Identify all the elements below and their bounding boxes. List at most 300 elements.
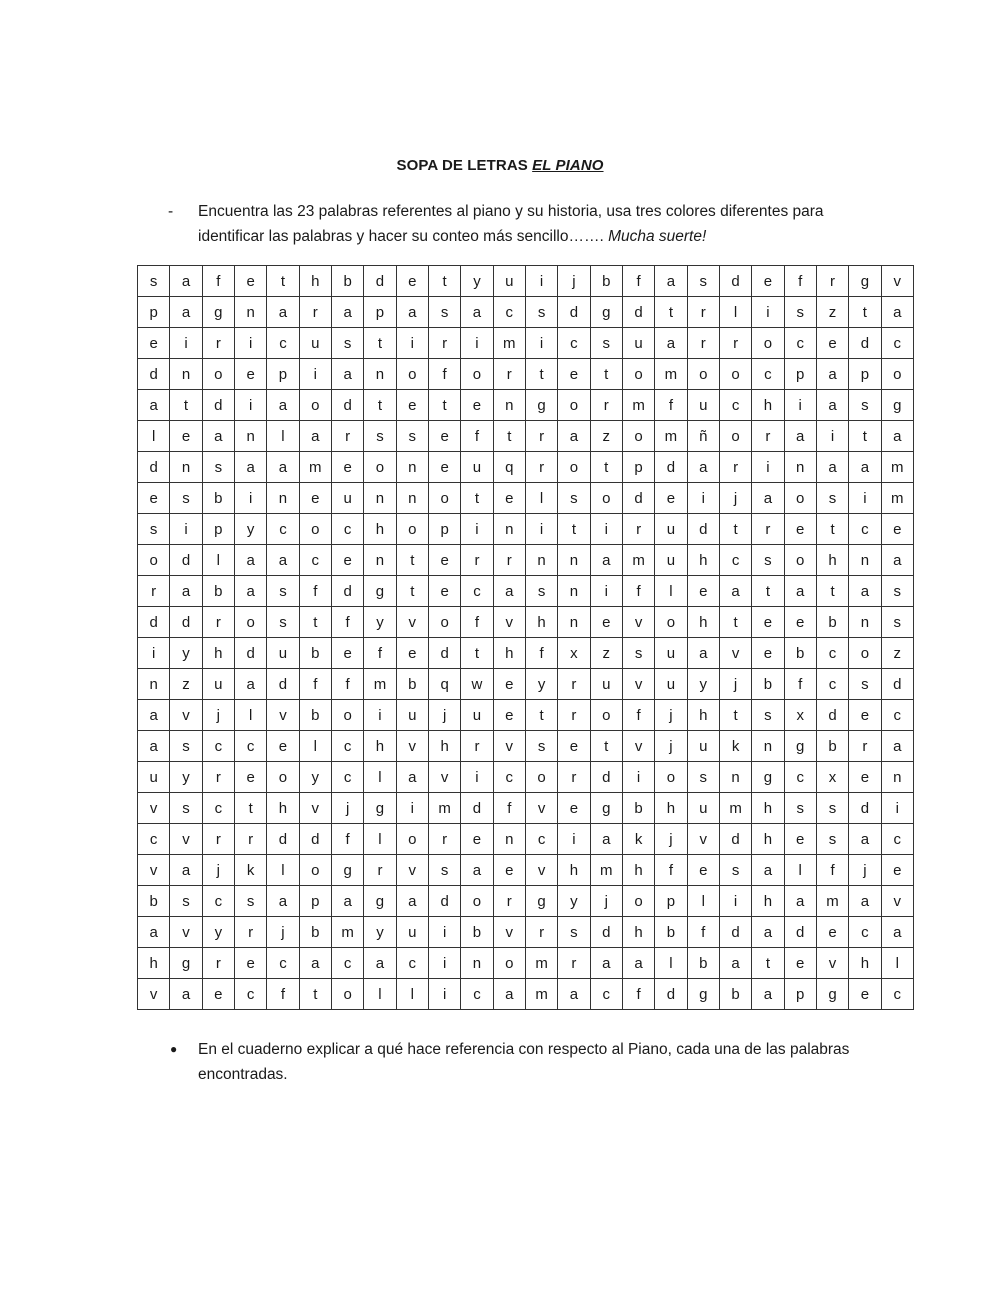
grid-cell[interactable]: s bbox=[719, 855, 751, 886]
grid-cell[interactable]: d bbox=[267, 669, 299, 700]
grid-cell[interactable]: r bbox=[428, 328, 460, 359]
grid-cell[interactable]: m bbox=[719, 793, 751, 824]
grid-cell[interactable]: g bbox=[849, 266, 881, 297]
grid-cell[interactable]: r bbox=[428, 824, 460, 855]
grid-cell[interactable]: v bbox=[138, 979, 170, 1010]
grid-cell[interactable]: r bbox=[849, 731, 881, 762]
grid-cell[interactable]: h bbox=[752, 390, 784, 421]
grid-cell[interactable]: c bbox=[202, 886, 234, 917]
grid-cell[interactable]: a bbox=[849, 452, 881, 483]
grid-cell[interactable]: o bbox=[234, 607, 266, 638]
grid-cell[interactable]: t bbox=[396, 576, 428, 607]
grid-cell[interactable]: m bbox=[622, 545, 654, 576]
grid-cell[interactable]: n bbox=[493, 824, 525, 855]
grid-cell[interactable]: n bbox=[267, 483, 299, 514]
grid-cell[interactable]: u bbox=[461, 700, 493, 731]
grid-cell[interactable]: e bbox=[881, 855, 913, 886]
grid-cell[interactable]: i bbox=[816, 421, 848, 452]
grid-cell[interactable]: z bbox=[816, 297, 848, 328]
grid-cell[interactable]: o bbox=[558, 390, 590, 421]
grid-cell[interactable]: o bbox=[719, 359, 751, 390]
grid-cell[interactable]: g bbox=[331, 855, 363, 886]
grid-cell[interactable]: e bbox=[558, 731, 590, 762]
grid-cell[interactable]: i bbox=[396, 793, 428, 824]
grid-cell[interactable]: t bbox=[558, 514, 590, 545]
grid-cell[interactable]: i bbox=[752, 297, 784, 328]
grid-cell[interactable]: a bbox=[234, 545, 266, 576]
grid-cell[interactable]: l bbox=[525, 483, 557, 514]
grid-cell[interactable]: a bbox=[881, 731, 913, 762]
grid-cell[interactable]: v bbox=[622, 669, 654, 700]
grid-cell[interactable]: v bbox=[428, 762, 460, 793]
grid-cell[interactable]: s bbox=[138, 514, 170, 545]
grid-cell[interactable]: s bbox=[849, 669, 881, 700]
grid-cell[interactable]: c bbox=[267, 514, 299, 545]
grid-cell[interactable]: p bbox=[784, 979, 816, 1010]
grid-cell[interactable]: h bbox=[525, 607, 557, 638]
grid-cell[interactable]: z bbox=[881, 638, 913, 669]
grid-cell[interactable]: t bbox=[299, 979, 331, 1010]
grid-cell[interactable]: p bbox=[784, 359, 816, 390]
grid-cell[interactable]: t bbox=[590, 359, 622, 390]
grid-cell[interactable]: b bbox=[752, 669, 784, 700]
grid-cell[interactable]: u bbox=[590, 669, 622, 700]
grid-cell[interactable]: n bbox=[493, 514, 525, 545]
grid-cell[interactable]: s bbox=[590, 328, 622, 359]
grid-cell[interactable]: x bbox=[784, 700, 816, 731]
grid-cell[interactable]: q bbox=[428, 669, 460, 700]
grid-cell[interactable]: e bbox=[784, 824, 816, 855]
grid-cell[interactable]: g bbox=[816, 979, 848, 1010]
grid-cell[interactable]: b bbox=[461, 917, 493, 948]
grid-cell[interactable]: f bbox=[816, 855, 848, 886]
grid-cell[interactable]: b bbox=[784, 638, 816, 669]
grid-cell[interactable]: l bbox=[364, 979, 396, 1010]
grid-cell[interactable]: s bbox=[267, 576, 299, 607]
grid-cell[interactable]: f bbox=[364, 638, 396, 669]
grid-cell[interactable]: d bbox=[719, 917, 751, 948]
grid-cell[interactable]: h bbox=[267, 793, 299, 824]
grid-cell[interactable]: s bbox=[138, 266, 170, 297]
grid-cell[interactable]: l bbox=[719, 297, 751, 328]
grid-cell[interactable]: d bbox=[138, 359, 170, 390]
grid-cell[interactable]: f bbox=[784, 266, 816, 297]
grid-cell[interactable]: t bbox=[719, 700, 751, 731]
grid-cell[interactable]: s bbox=[525, 576, 557, 607]
grid-cell[interactable]: v bbox=[525, 793, 557, 824]
grid-cell[interactable]: d bbox=[719, 824, 751, 855]
grid-cell[interactable]: n bbox=[234, 297, 266, 328]
grid-cell[interactable]: v bbox=[525, 855, 557, 886]
grid-cell[interactable]: d bbox=[138, 452, 170, 483]
grid-cell[interactable]: h bbox=[687, 700, 719, 731]
grid-cell[interactable]: i bbox=[170, 514, 202, 545]
grid-cell[interactable]: f bbox=[622, 979, 654, 1010]
grid-cell[interactable]: s bbox=[816, 483, 848, 514]
grid-cell[interactable]: y bbox=[202, 917, 234, 948]
grid-cell[interactable]: m bbox=[525, 979, 557, 1010]
grid-cell[interactable]: u bbox=[493, 266, 525, 297]
grid-cell[interactable]: e bbox=[138, 328, 170, 359]
grid-cell[interactable]: c bbox=[752, 359, 784, 390]
grid-cell[interactable]: m bbox=[590, 855, 622, 886]
grid-cell[interactable]: e bbox=[234, 762, 266, 793]
grid-cell[interactable]: h bbox=[687, 607, 719, 638]
grid-cell[interactable]: e bbox=[299, 483, 331, 514]
grid-cell[interactable]: e bbox=[849, 762, 881, 793]
grid-cell[interactable]: a bbox=[558, 421, 590, 452]
grid-cell[interactable]: i bbox=[234, 328, 266, 359]
grid-cell[interactable]: p bbox=[267, 359, 299, 390]
grid-cell[interactable]: s bbox=[525, 731, 557, 762]
grid-cell[interactable]: c bbox=[331, 514, 363, 545]
grid-cell[interactable]: j bbox=[655, 731, 687, 762]
grid-cell[interactable]: c bbox=[331, 762, 363, 793]
grid-cell[interactable]: o bbox=[331, 979, 363, 1010]
grid-cell[interactable]: z bbox=[170, 669, 202, 700]
grid-cell[interactable]: o bbox=[428, 483, 460, 514]
grid-cell[interactable]: a bbox=[234, 452, 266, 483]
grid-cell[interactable]: f bbox=[331, 607, 363, 638]
grid-cell[interactable]: r bbox=[816, 266, 848, 297]
grid-cell[interactable]: r bbox=[461, 545, 493, 576]
grid-cell[interactable]: n bbox=[719, 762, 751, 793]
grid-cell[interactable]: o bbox=[138, 545, 170, 576]
grid-cell[interactable]: o bbox=[590, 483, 622, 514]
grid-cell[interactable]: d bbox=[331, 576, 363, 607]
grid-cell[interactable]: s bbox=[331, 328, 363, 359]
grid-cell[interactable]: e bbox=[428, 576, 460, 607]
grid-cell[interactable]: s bbox=[816, 793, 848, 824]
grid-cell[interactable]: c bbox=[784, 762, 816, 793]
grid-cell[interactable]: g bbox=[202, 297, 234, 328]
grid-cell[interactable]: d bbox=[299, 824, 331, 855]
grid-cell[interactable]: a bbox=[784, 576, 816, 607]
grid-cell[interactable]: v bbox=[138, 855, 170, 886]
grid-cell[interactable]: t bbox=[170, 390, 202, 421]
grid-cell[interactable]: p bbox=[299, 886, 331, 917]
grid-cell[interactable]: u bbox=[687, 390, 719, 421]
grid-cell[interactable]: i bbox=[170, 328, 202, 359]
grid-cell[interactable]: a bbox=[687, 452, 719, 483]
grid-cell[interactable]: d bbox=[461, 793, 493, 824]
grid-cell[interactable]: o bbox=[299, 855, 331, 886]
grid-cell[interactable]: c bbox=[590, 979, 622, 1010]
grid-cell[interactable]: b bbox=[299, 638, 331, 669]
grid-cell[interactable]: s bbox=[428, 297, 460, 328]
grid-cell[interactable]: c bbox=[849, 514, 881, 545]
grid-cell[interactable]: w bbox=[461, 669, 493, 700]
grid-cell[interactable]: a bbox=[234, 576, 266, 607]
grid-cell[interactable]: p bbox=[428, 514, 460, 545]
grid-cell[interactable]: x bbox=[558, 638, 590, 669]
grid-cell[interactable]: g bbox=[881, 390, 913, 421]
grid-cell[interactable]: i bbox=[849, 483, 881, 514]
grid-cell[interactable]: d bbox=[170, 607, 202, 638]
grid-cell[interactable]: r bbox=[202, 328, 234, 359]
grid-cell[interactable]: e bbox=[396, 390, 428, 421]
grid-cell[interactable]: f bbox=[461, 421, 493, 452]
grid-cell[interactable]: h bbox=[816, 545, 848, 576]
grid-cell[interactable]: m bbox=[881, 483, 913, 514]
grid-cell[interactable]: o bbox=[525, 762, 557, 793]
grid-cell[interactable]: m bbox=[428, 793, 460, 824]
grid-cell[interactable]: i bbox=[525, 514, 557, 545]
grid-cell[interactable]: c bbox=[719, 390, 751, 421]
grid-cell[interactable]: s bbox=[170, 483, 202, 514]
grid-cell[interactable]: a bbox=[170, 266, 202, 297]
grid-cell[interactable]: m bbox=[331, 917, 363, 948]
grid-cell[interactable]: s bbox=[849, 390, 881, 421]
grid-cell[interactable]: l bbox=[267, 855, 299, 886]
grid-cell[interactable]: m bbox=[816, 886, 848, 917]
grid-cell[interactable]: a bbox=[331, 297, 363, 328]
grid-cell[interactable]: e bbox=[752, 266, 784, 297]
grid-cell[interactable]: j bbox=[267, 917, 299, 948]
grid-cell[interactable]: d bbox=[267, 824, 299, 855]
grid-cell[interactable]: f bbox=[784, 669, 816, 700]
grid-cell[interactable]: o bbox=[784, 483, 816, 514]
grid-cell[interactable]: e bbox=[461, 824, 493, 855]
grid-cell[interactable]: a bbox=[752, 917, 784, 948]
grid-cell[interactable]: k bbox=[622, 824, 654, 855]
grid-cell[interactable]: s bbox=[558, 483, 590, 514]
grid-cell[interactable]: y bbox=[525, 669, 557, 700]
grid-cell[interactable]: j bbox=[655, 700, 687, 731]
grid-cell[interactable]: t bbox=[525, 359, 557, 390]
grid-cell[interactable]: a bbox=[590, 545, 622, 576]
grid-cell[interactable]: o bbox=[655, 607, 687, 638]
grid-cell[interactable]: s bbox=[816, 824, 848, 855]
grid-cell[interactable]: c bbox=[493, 297, 525, 328]
grid-cell[interactable]: g bbox=[590, 793, 622, 824]
grid-cell[interactable]: i bbox=[234, 483, 266, 514]
grid-cell[interactable]: o bbox=[299, 514, 331, 545]
grid-cell[interactable]: d bbox=[622, 297, 654, 328]
grid-cell[interactable]: r bbox=[331, 421, 363, 452]
grid-cell[interactable]: a bbox=[493, 576, 525, 607]
grid-cell[interactable]: t bbox=[816, 514, 848, 545]
grid-cell[interactable]: a bbox=[752, 483, 784, 514]
grid-cell[interactable]: c bbox=[558, 328, 590, 359]
grid-cell[interactable]: r bbox=[525, 452, 557, 483]
grid-cell[interactable]: h bbox=[687, 545, 719, 576]
grid-cell[interactable]: l bbox=[202, 545, 234, 576]
grid-cell[interactable]: v bbox=[493, 607, 525, 638]
grid-cell[interactable]: e bbox=[202, 979, 234, 1010]
grid-cell[interactable]: s bbox=[784, 793, 816, 824]
grid-cell[interactable]: r bbox=[558, 700, 590, 731]
grid-cell[interactable]: f bbox=[655, 855, 687, 886]
grid-cell[interactable]: v bbox=[170, 700, 202, 731]
grid-cell[interactable]: d bbox=[558, 297, 590, 328]
grid-cell[interactable]: n bbox=[364, 483, 396, 514]
grid-cell[interactable]: r bbox=[202, 948, 234, 979]
grid-cell[interactable]: o bbox=[299, 390, 331, 421]
grid-cell[interactable]: e bbox=[752, 607, 784, 638]
grid-cell[interactable]: i bbox=[687, 483, 719, 514]
grid-cell[interactable]: i bbox=[138, 638, 170, 669]
grid-cell[interactable]: e bbox=[331, 452, 363, 483]
grid-cell[interactable]: d bbox=[849, 793, 881, 824]
grid-cell[interactable]: s bbox=[170, 886, 202, 917]
grid-cell[interactable]: d bbox=[622, 483, 654, 514]
grid-cell[interactable]: e bbox=[784, 607, 816, 638]
grid-cell[interactable]: p bbox=[655, 886, 687, 917]
grid-cell[interactable]: a bbox=[267, 390, 299, 421]
grid-cell[interactable]: a bbox=[461, 855, 493, 886]
grid-cell[interactable]: b bbox=[622, 793, 654, 824]
grid-cell[interactable]: g bbox=[170, 948, 202, 979]
grid-cell[interactable]: a bbox=[687, 638, 719, 669]
grid-cell[interactable]: s bbox=[364, 421, 396, 452]
grid-cell[interactable]: s bbox=[752, 545, 784, 576]
grid-cell[interactable]: u bbox=[396, 700, 428, 731]
grid-cell[interactable]: b bbox=[816, 607, 848, 638]
grid-cell[interactable]: j bbox=[331, 793, 363, 824]
grid-cell[interactable]: o bbox=[396, 824, 428, 855]
grid-cell[interactable]: g bbox=[752, 762, 784, 793]
grid-cell[interactable]: v bbox=[493, 917, 525, 948]
grid-cell[interactable]: i bbox=[299, 359, 331, 390]
grid-cell[interactable]: s bbox=[558, 917, 590, 948]
grid-cell[interactable]: t bbox=[525, 700, 557, 731]
grid-cell[interactable]: d bbox=[234, 638, 266, 669]
grid-cell[interactable]: e bbox=[396, 638, 428, 669]
grid-cell[interactable]: d bbox=[428, 638, 460, 669]
grid-cell[interactable]: o bbox=[719, 421, 751, 452]
grid-cell[interactable]: u bbox=[687, 793, 719, 824]
grid-cell[interactable]: r bbox=[558, 669, 590, 700]
grid-cell[interactable]: c bbox=[267, 328, 299, 359]
grid-cell[interactable]: f bbox=[622, 576, 654, 607]
grid-cell[interactable]: v bbox=[396, 731, 428, 762]
grid-cell[interactable]: v bbox=[170, 824, 202, 855]
grid-cell[interactable]: n bbox=[396, 483, 428, 514]
grid-cell[interactable]: a bbox=[170, 855, 202, 886]
grid-cell[interactable]: d bbox=[428, 886, 460, 917]
grid-cell[interactable]: e bbox=[784, 514, 816, 545]
grid-cell[interactable]: g bbox=[364, 886, 396, 917]
grid-cell[interactable]: a bbox=[170, 297, 202, 328]
grid-cell[interactable]: e bbox=[331, 545, 363, 576]
grid-cell[interactable]: l bbox=[234, 700, 266, 731]
grid-cell[interactable]: s bbox=[170, 793, 202, 824]
grid-cell[interactable]: c bbox=[881, 328, 913, 359]
grid-cell[interactable]: h bbox=[622, 855, 654, 886]
grid-cell[interactable]: e bbox=[396, 266, 428, 297]
grid-cell[interactable]: o bbox=[849, 638, 881, 669]
grid-cell[interactable]: t bbox=[461, 483, 493, 514]
grid-cell[interactable]: a bbox=[202, 421, 234, 452]
grid-cell[interactable]: n bbox=[461, 948, 493, 979]
grid-cell[interactable]: e bbox=[267, 731, 299, 762]
grid-cell[interactable]: f bbox=[493, 793, 525, 824]
grid-cell[interactable]: i bbox=[364, 700, 396, 731]
grid-cell[interactable]: a bbox=[234, 669, 266, 700]
grid-cell[interactable]: y bbox=[170, 762, 202, 793]
grid-cell[interactable]: m bbox=[655, 359, 687, 390]
grid-cell[interactable]: m bbox=[525, 948, 557, 979]
grid-cell[interactable]: v bbox=[396, 855, 428, 886]
grid-cell[interactable]: c bbox=[202, 793, 234, 824]
grid-cell[interactable]: t bbox=[493, 421, 525, 452]
grid-cell[interactable]: a bbox=[590, 824, 622, 855]
grid-cell[interactable]: v bbox=[687, 824, 719, 855]
grid-cell[interactable]: v bbox=[881, 266, 913, 297]
grid-cell[interactable]: o bbox=[655, 762, 687, 793]
grid-cell[interactable]: l bbox=[655, 576, 687, 607]
grid-cell[interactable]: e bbox=[687, 855, 719, 886]
grid-cell[interactable]: s bbox=[752, 700, 784, 731]
grid-cell[interactable]: c bbox=[234, 731, 266, 762]
grid-cell[interactable]: a bbox=[299, 948, 331, 979]
grid-cell[interactable]: d bbox=[170, 545, 202, 576]
grid-cell[interactable]: a bbox=[784, 421, 816, 452]
grid-cell[interactable]: g bbox=[364, 576, 396, 607]
grid-cell[interactable]: e bbox=[428, 421, 460, 452]
grid-cell[interactable]: a bbox=[138, 390, 170, 421]
grid-cell[interactable]: d bbox=[719, 266, 751, 297]
grid-cell[interactable]: s bbox=[881, 607, 913, 638]
grid-cell[interactable]: a bbox=[138, 917, 170, 948]
grid-cell[interactable]: u bbox=[655, 514, 687, 545]
grid-cell[interactable]: a bbox=[396, 762, 428, 793]
grid-cell[interactable]: v bbox=[396, 607, 428, 638]
grid-cell[interactable]: o bbox=[493, 948, 525, 979]
grid-cell[interactable]: a bbox=[170, 979, 202, 1010]
grid-cell[interactable]: j bbox=[202, 855, 234, 886]
grid-cell[interactable]: t bbox=[364, 328, 396, 359]
grid-cell[interactable]: i bbox=[525, 266, 557, 297]
grid-cell[interactable]: c bbox=[461, 576, 493, 607]
grid-cell[interactable]: a bbox=[267, 452, 299, 483]
grid-cell[interactable]: i bbox=[428, 979, 460, 1010]
grid-cell[interactable]: h bbox=[202, 638, 234, 669]
grid-cell[interactable]: y bbox=[299, 762, 331, 793]
grid-cell[interactable]: s bbox=[267, 607, 299, 638]
grid-cell[interactable]: b bbox=[655, 917, 687, 948]
grid-cell[interactable]: f bbox=[525, 638, 557, 669]
grid-cell[interactable]: e bbox=[816, 917, 848, 948]
grid-cell[interactable]: c bbox=[267, 948, 299, 979]
grid-cell[interactable]: a bbox=[849, 886, 881, 917]
grid-cell[interactable]: p bbox=[622, 452, 654, 483]
grid-cell[interactable]: u bbox=[461, 452, 493, 483]
grid-cell[interactable]: a bbox=[267, 297, 299, 328]
grid-cell[interactable]: y bbox=[364, 917, 396, 948]
grid-cell[interactable]: t bbox=[364, 390, 396, 421]
grid-cell[interactable]: a bbox=[719, 948, 751, 979]
grid-cell[interactable]: u bbox=[687, 731, 719, 762]
grid-cell[interactable]: t bbox=[234, 793, 266, 824]
grid-cell[interactable]: o bbox=[461, 886, 493, 917]
grid-cell[interactable]: e bbox=[234, 266, 266, 297]
grid-cell[interactable]: t bbox=[267, 266, 299, 297]
grid-cell[interactable]: e bbox=[493, 483, 525, 514]
grid-cell[interactable]: o bbox=[428, 607, 460, 638]
grid-cell[interactable]: e bbox=[590, 607, 622, 638]
grid-cell[interactable]: c bbox=[881, 824, 913, 855]
grid-cell[interactable]: a bbox=[881, 421, 913, 452]
grid-cell[interactable]: r bbox=[719, 452, 751, 483]
grid-cell[interactable]: s bbox=[396, 421, 428, 452]
grid-cell[interactable]: o bbox=[881, 359, 913, 390]
grid-cell[interactable]: s bbox=[687, 762, 719, 793]
grid-cell[interactable]: n bbox=[525, 545, 557, 576]
grid-cell[interactable]: y bbox=[234, 514, 266, 545]
grid-cell[interactable]: l bbox=[784, 855, 816, 886]
